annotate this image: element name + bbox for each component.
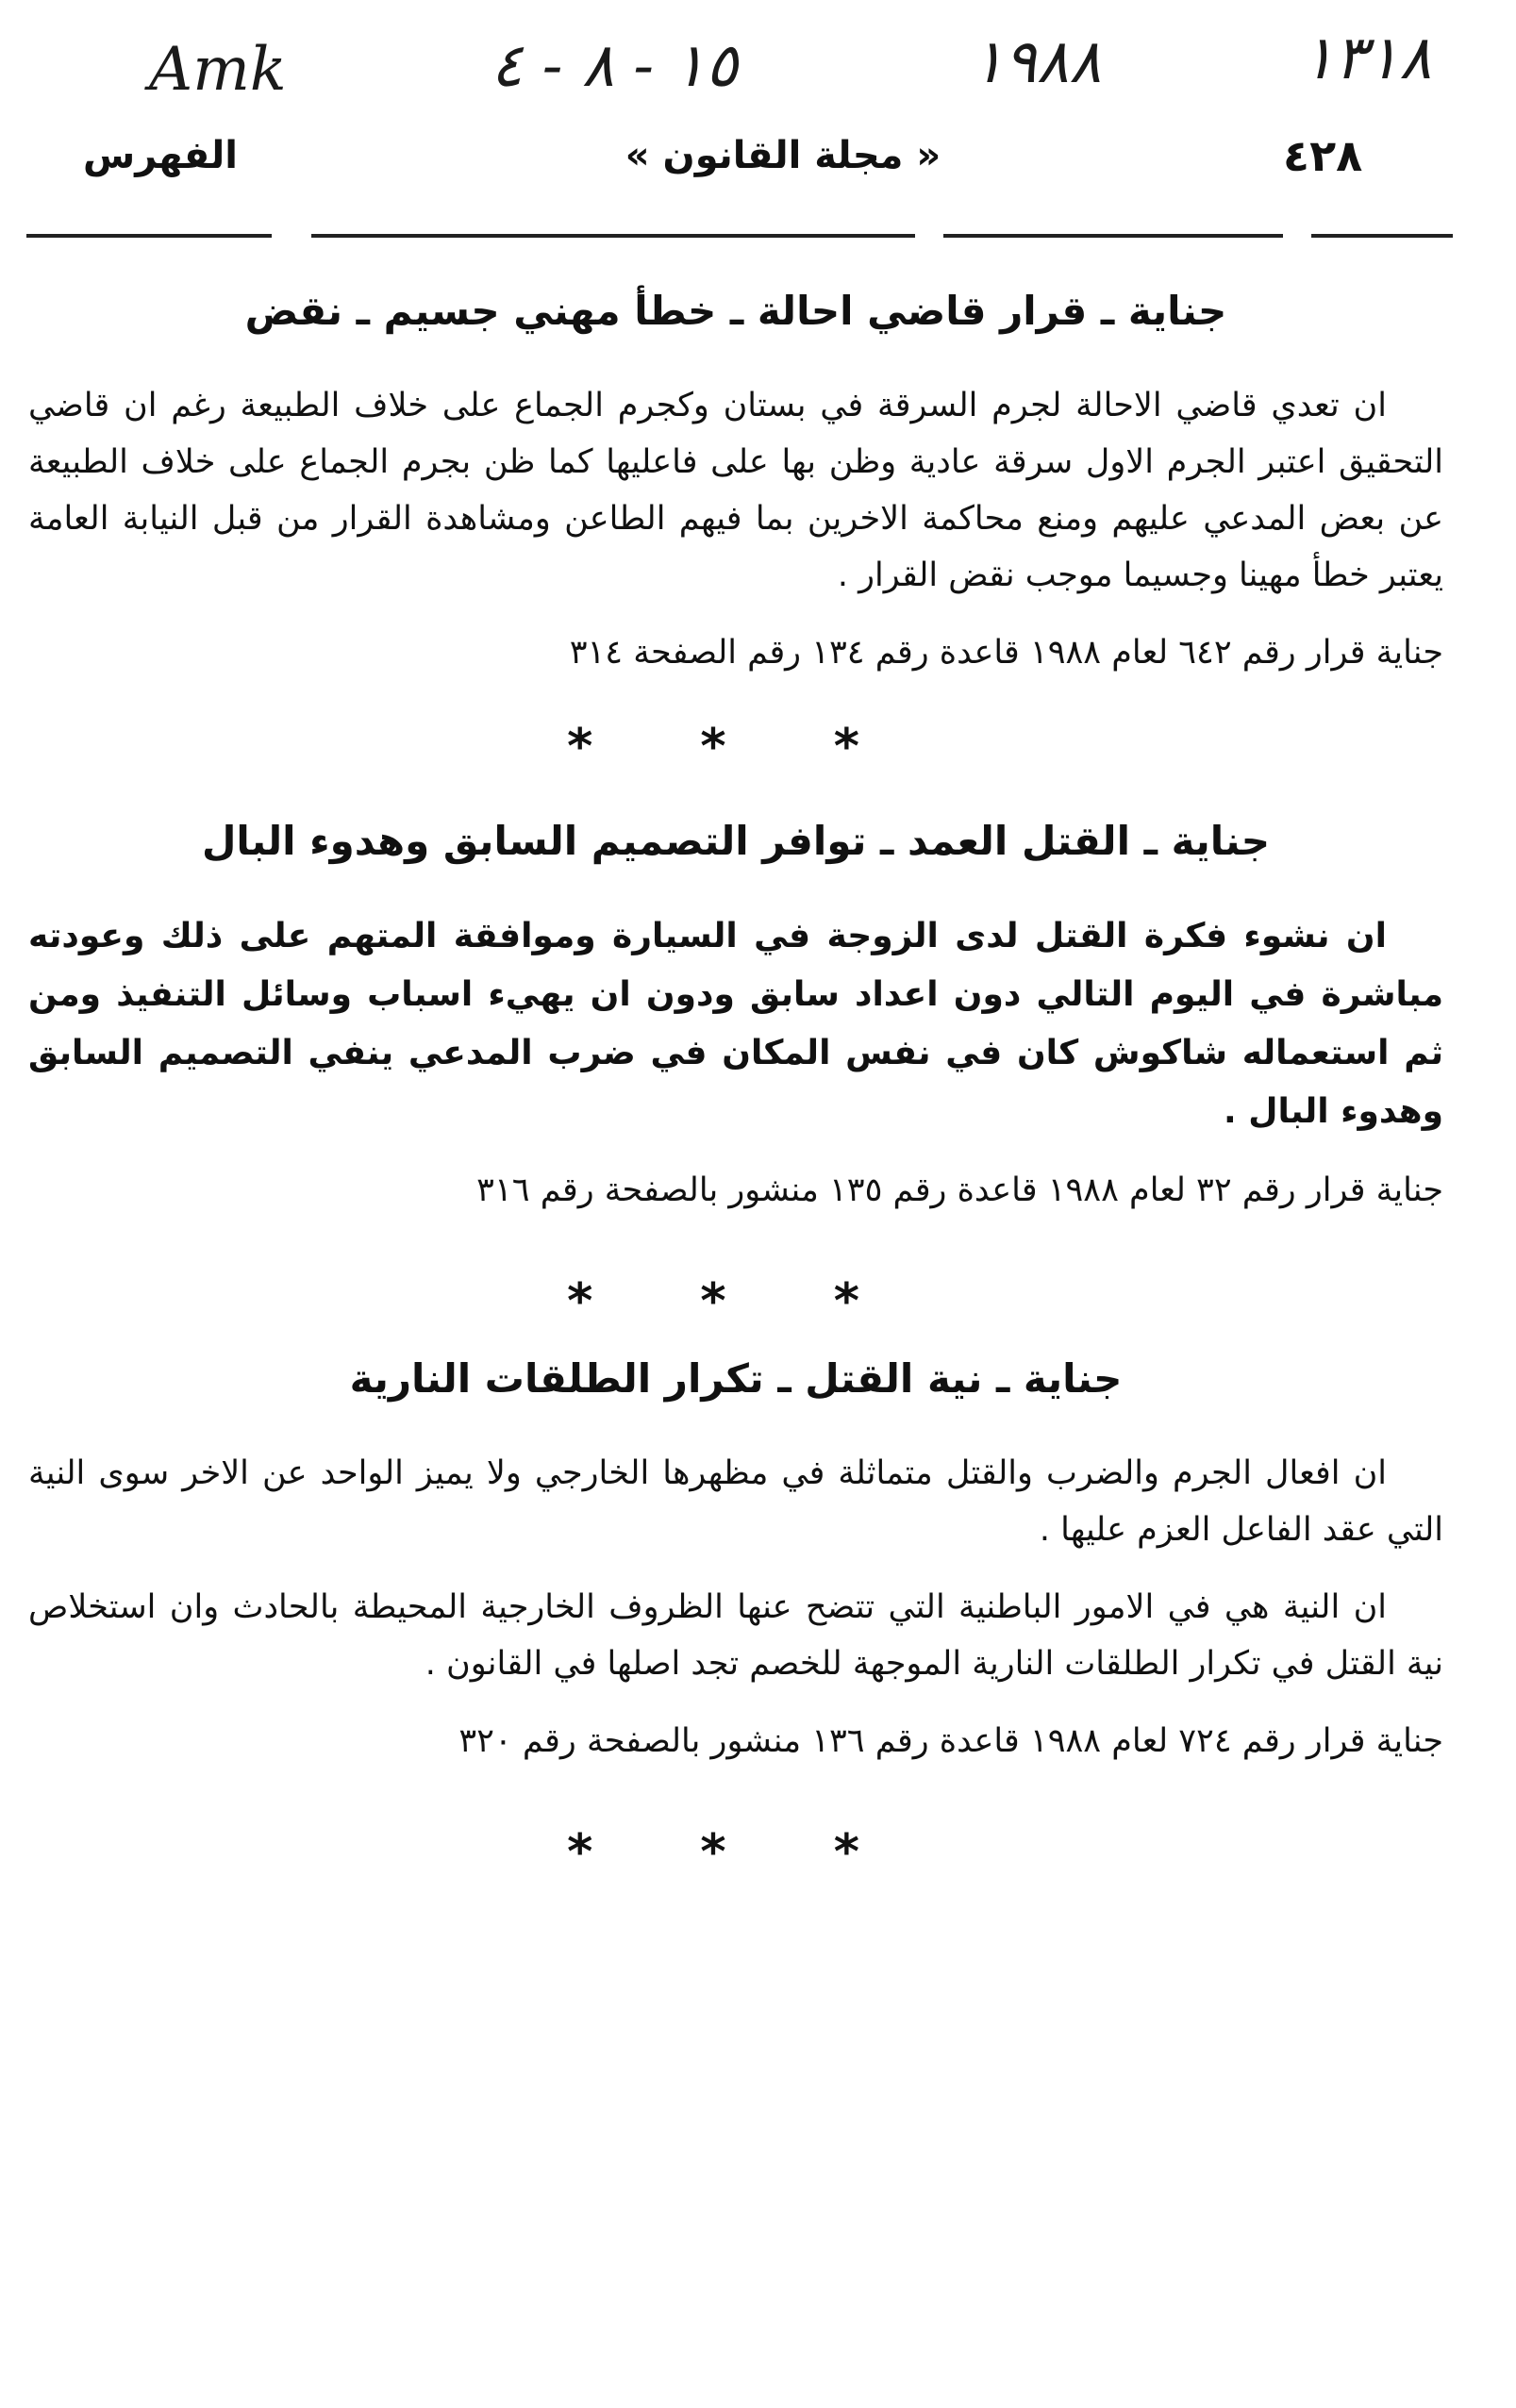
ruling-citation: جناية قرار رقم ٦٤٢ لعام ١٩٨٨ قاعدة رقم ١٣٤ رقم الصفحة ٣١٤ [569,634,1443,672]
section-title: جناية ـ القتل العمد ـ توافر التصميم السابق وهدوء البال [201,818,1270,864]
section-separator: * * * [567,1273,905,1330]
ruling-citation: جناية قرار رقم ٣٢ لعام ١٩٨٨ قاعدة رقم ١٣٥ منشور بالصفحة رقم ٣١٦ [476,1171,1443,1209]
ruling-section [28,813,1443,1330]
handwritten-mark: Amk [149,35,287,105]
ruling-section [28,283,1443,775]
running-header [0,123,1516,189]
handwritten-year: ١٩٨٨ [972,27,1102,97]
ruling-section [28,1351,1443,1881]
section-separator: * * * [567,719,905,775]
section-title: جناية ـ قرار قاضي احالة ـ خطأ مهني جسيم ـ نقض [244,288,1227,334]
section-title: جناية ـ نية القتل ـ تكرار الطلقات النارية [349,1355,1123,1402]
header-rule [311,234,915,238]
header-section-label: الفهرس [83,134,239,177]
ruling-paragraph: ان نشوء فكرة القتل لدى الزوجة في السيارة وموافقة المتهم على ذلك وعودته مباشرة في اليوم التالي دون اعداد سابق ودون ان يهيء اسباب وسائل التنفيذ ومن ثم استعماله شاكوش كان في نفس المكان في ضرب المدعي ينفي التصميم السابق وهدوء البال . [28,917,1443,1131]
ruling-paragraph: ان افعال الجرم والضرب والقتل متماثلة في مظهرها الخارجي ولا يميز الواحد عن الاخر سوى النية التي عقد الفاعل العزم عليها . [28,1454,1443,1549]
ruling-paragraph: ان تعدي قاضي الاحالة لجرم السرقة في بستان وكجرم الجماع على خلاف الطبيعة رغم ان قاضي التحقيق اعتبر الجرم الاول سرقة عادية وظن بها على فاعليها كما ظن بجرم الجماع على خلاف الطبيعة عن بعض المدعي عليهم ومنع محاكمة الاخرين بما فيهم الطاعن ومشاهدة القرار من قبل النيابة العامة يعتبر خطأ مهينا وجسيما موجب نقض القرار . [28,387,1443,594]
handwritten-code: ١٣١٨ [1302,24,1432,93]
section-separator: * * * [567,1824,905,1881]
document-body [28,283,1443,1881]
header-journal-title: « مجلة القانون » [625,134,941,177]
handwritten-date: ١٥ - ٨ - ٤ [491,31,739,101]
header-rule [1311,234,1453,238]
header-page-number: ٤٢٨ [1283,130,1363,181]
ruling-citation: جناية قرار رقم ٧٢٤ لعام ١٩٨٨ قاعدة رقم ١٣٦ منشور بالصفحة رقم ٣٢٠ [458,1722,1443,1760]
header-rule [943,234,1283,238]
ruling-paragraph: ان النية هي في الامور الباطنية التي تتضح عنها الظروف الخارجية المحيطة بالحادث وان استخلاص نية القتل في تكرار الطلقات النارية الموجهة للخصم تجد اصلها في القانون . [28,1588,1443,1683]
header-rule [26,234,272,238]
